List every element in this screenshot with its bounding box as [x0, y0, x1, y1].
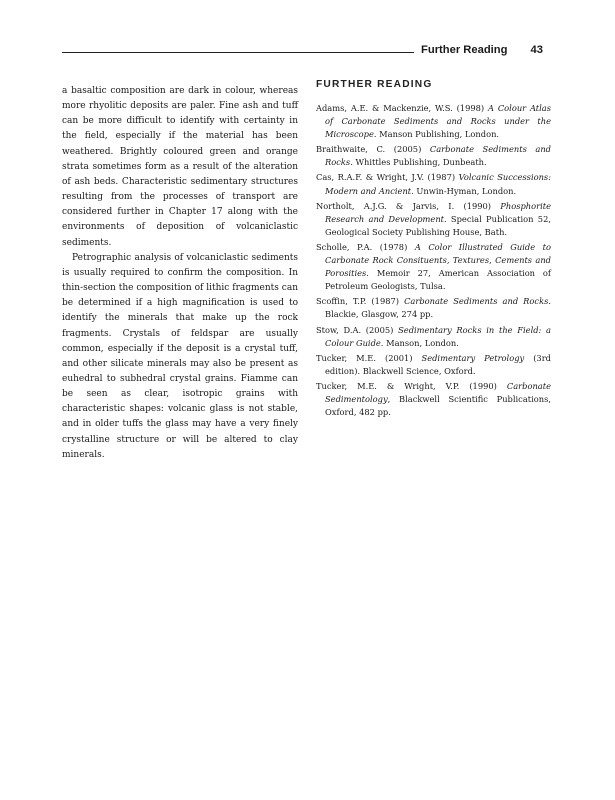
- reference-authors: Scoffin, T.P. (1987): [316, 296, 405, 307]
- reference-item: [316, 352, 551, 378]
- reference-details: . Special Publication 52, Geological Society Publishing House, Bath.: [325, 213, 551, 237]
- reference-title: Carbonate Sediments and Rocks: [325, 144, 551, 168]
- reference-authors: Cas, R.A.F. & Wright, J.V. (1987): [316, 172, 459, 183]
- reference-item: [316, 324, 551, 350]
- reference-item: [316, 241, 551, 293]
- body-paragraph: Petrographic analysis of volcaniclastic sediments is usually required to confirm the composition. In thin-section the composition of lithic fragments can be determined if a high magnification is used to identify the minerals that make up the rock fragments. Crystals of feldspar are usually common, especially if the deposit is a crystal tuff, and other silicate minerals may also be present as euhedral to subhedral crystal grains. Fiamme can be seen as clear, isotropic grains with characteristic shapes: volcanic glass is not stable, and in older tuffs the glass may have a very finely crystalline structure or will be altered to clay minerals.: [62, 252, 298, 460]
- body-paragraph: a basaltic composition are dark in colour, whereas more rhyolitic deposits are paler. Fine ash and tuff can be more difficult to identify with certainty in the field, especially if the material has been weathered. Brightly coloured green and orange strata sometimes form as a result of the alteration of ash beds. Characteristic sedimentary structures resulting from the processes of transport are considered further in Chapter 17 along with the environments of deposition of volcaniclastic sediments.: [62, 86, 298, 248]
- reference-details: . Memoir 27, American Association of Petroleum Geologists, Tulsa.: [325, 268, 551, 292]
- reference-authors: Scholle, P.A. (1978): [316, 241, 415, 252]
- running-title: Further Reading: [421, 44, 508, 56]
- reference-authors: Stow, D.A. (2005): [316, 324, 399, 335]
- reference-item: [316, 102, 551, 141]
- reference-details: . Manson, London.: [380, 337, 459, 348]
- reference-title: Carbonate Sediments and Rocks: [404, 296, 549, 307]
- reference-authors: Adams, A.E. & Mackenzie, W.S. (1998): [316, 103, 488, 113]
- section-heading: FURTHER READING: [316, 79, 433, 90]
- body-text-column: [62, 84, 298, 463]
- reference-title: Carbonate Sedimentology: [325, 380, 551, 404]
- reference-title: Phosphorite Research and Development: [325, 200, 551, 224]
- reference-authors: Braithwaite, C. (2005): [316, 144, 430, 155]
- reference-details: . Manson Publishing, London.: [373, 129, 500, 140]
- reference-item: [316, 171, 551, 197]
- reference-authors: Northolt, A.J.G. & Jarvis, I. (1990): [316, 200, 501, 211]
- further-reading-section: [316, 79, 551, 421]
- reference-authors: Tucker, M.E. (2001): [316, 352, 422, 363]
- reference-item: [316, 380, 551, 419]
- reference-details: , Blackwell Scientific Publications, Oxford, 482 pp.: [325, 393, 551, 418]
- reference-item: [316, 200, 551, 239]
- reference-details: . Blackie, Glasgow, 274 pp.: [325, 296, 551, 320]
- page-number: 43: [530, 44, 543, 56]
- reference-authors: Tucker, M.E. & Wright, V.P. (1990): [316, 380, 507, 391]
- reference-list: [316, 102, 551, 419]
- reference-details: (3rd edition). Blackwell Science, Oxford.: [325, 352, 551, 376]
- reference-title: A Color Illustrated Guide to Carbonate Rock Consituents, Textures, Cements and Porosities: [325, 241, 551, 279]
- reference-title: Volcanic Successions: Modern and Ancient: [325, 172, 551, 196]
- reference-title: Sedimentary Rocks in the Field: a Colour Guide: [325, 324, 551, 348]
- reference-details: . Whittles Publishing, Dunbeath.: [350, 157, 487, 168]
- reference-item: [316, 295, 551, 321]
- reference-details: . Unwin-Hyman, London.: [411, 185, 517, 196]
- reference-item: [316, 143, 551, 169]
- header-rule: [62, 52, 414, 53]
- reference-title: Sedimentary Petrology: [421, 352, 525, 363]
- reference-title: A Colour Atlas of Carbonate Sediments and Rocks under the Microscope: [325, 103, 551, 140]
- running-head: [421, 44, 543, 56]
